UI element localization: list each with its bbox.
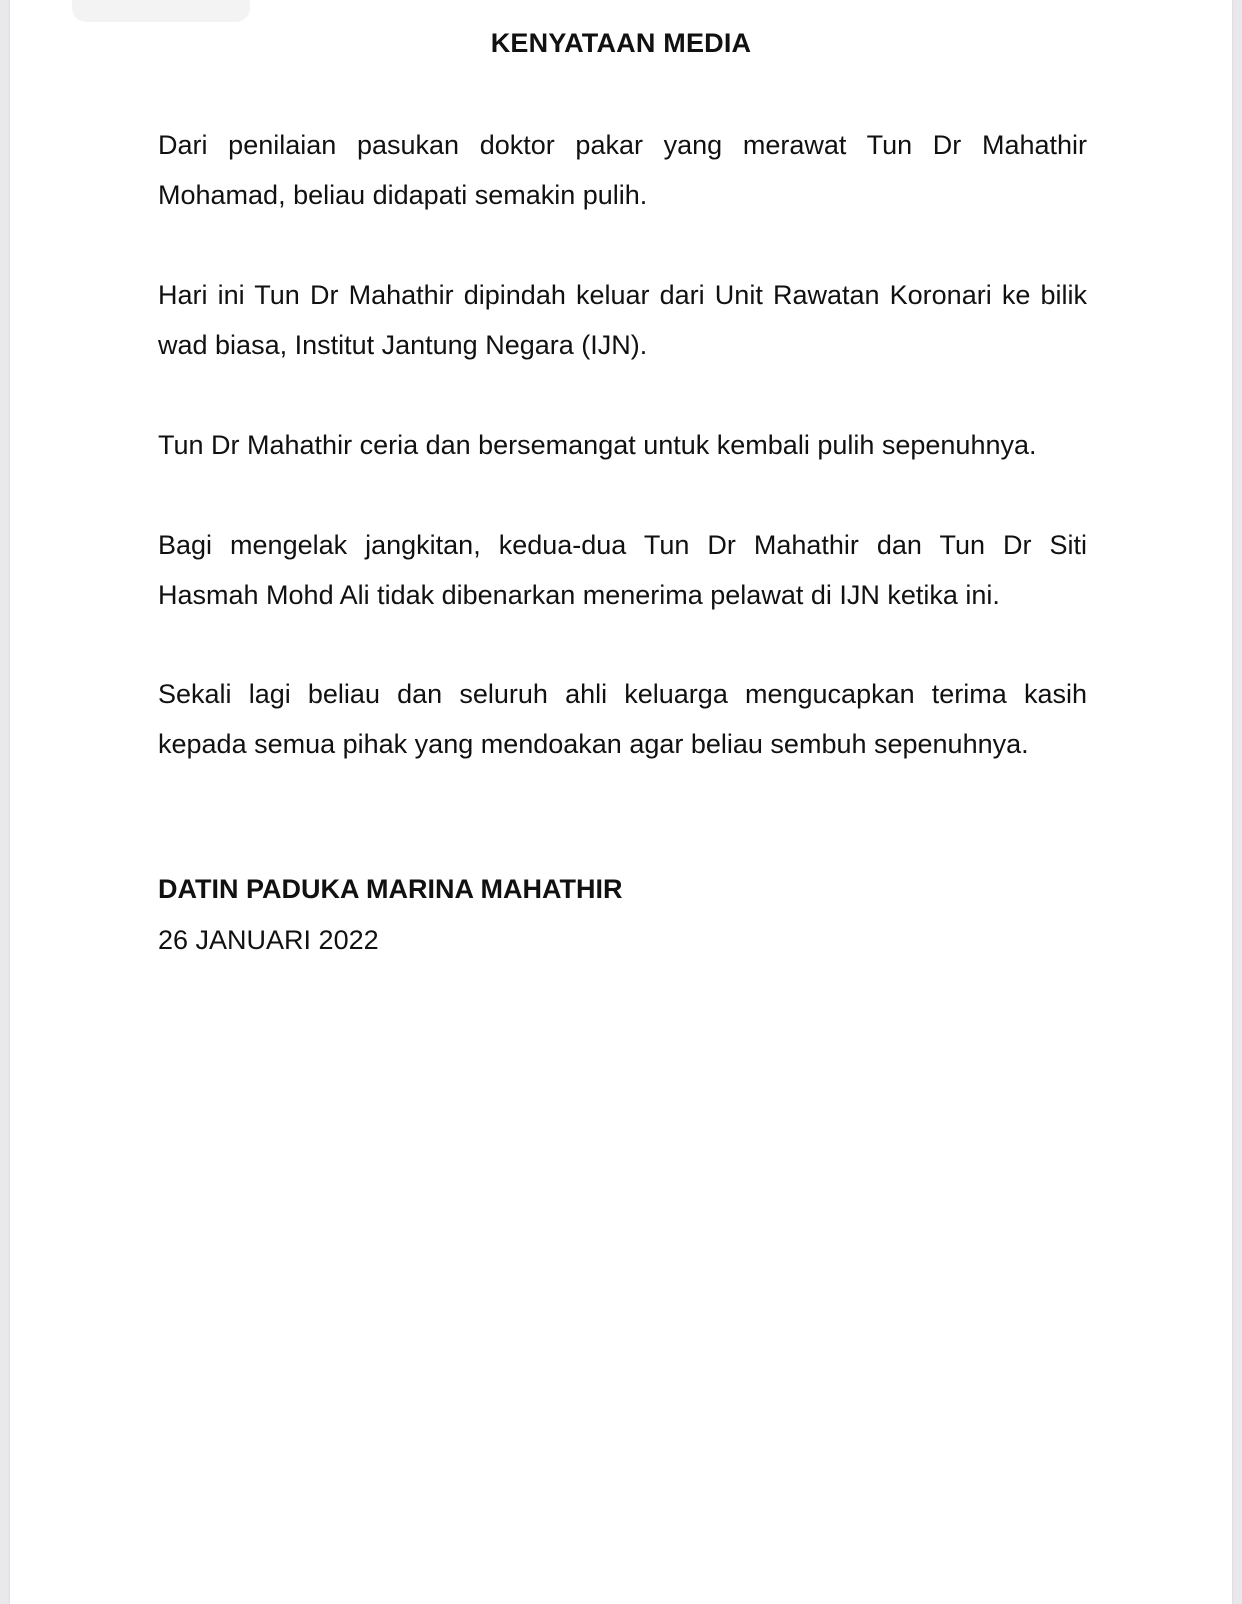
paragraph-1: Dari penilaian pasukan doktor pakar yang merawat Tun Dr Mahathir Mohamad, beliau didapati semakin pulih.: [158, 130, 1087, 210]
paragraph-2: Hari ini Tun Dr Mahathir dipindah keluar dari Unit Rawatan Koronari ke bilik wad biasa, Institut Jantung Negara (IJN).: [158, 280, 1087, 360]
paragraph-3: Tun Dr Mahathir ceria dan bersemangat untuk kembali pulih sepenuhnya.: [158, 430, 1037, 460]
signer-name: DATIN PADUKA MARINA MAHATHIR: [158, 874, 623, 904]
document-title: KENYATAAN MEDIA: [490, 28, 752, 58]
paragraph-4: Bagi mengelak jangkitan, kedua-dua Tun Dr Mahathir dan Tun Dr Siti Hasmah Mohd Ali tidak dibenarkan menerima pelawat di IJN ketika ini.: [158, 530, 1087, 610]
top-tab[interactable]: [72, 0, 250, 22]
statement-date: 26 JANUARI 2022: [158, 925, 379, 955]
paragraph-5: Sekali lagi beliau dan seluruh ahli keluarga mengucapkan terima kasih kepada semua pihak yang mendoakan agar beliau sembuh sepenuhnya.: [158, 679, 1087, 759]
document-page: [10, 0, 1232, 1604]
